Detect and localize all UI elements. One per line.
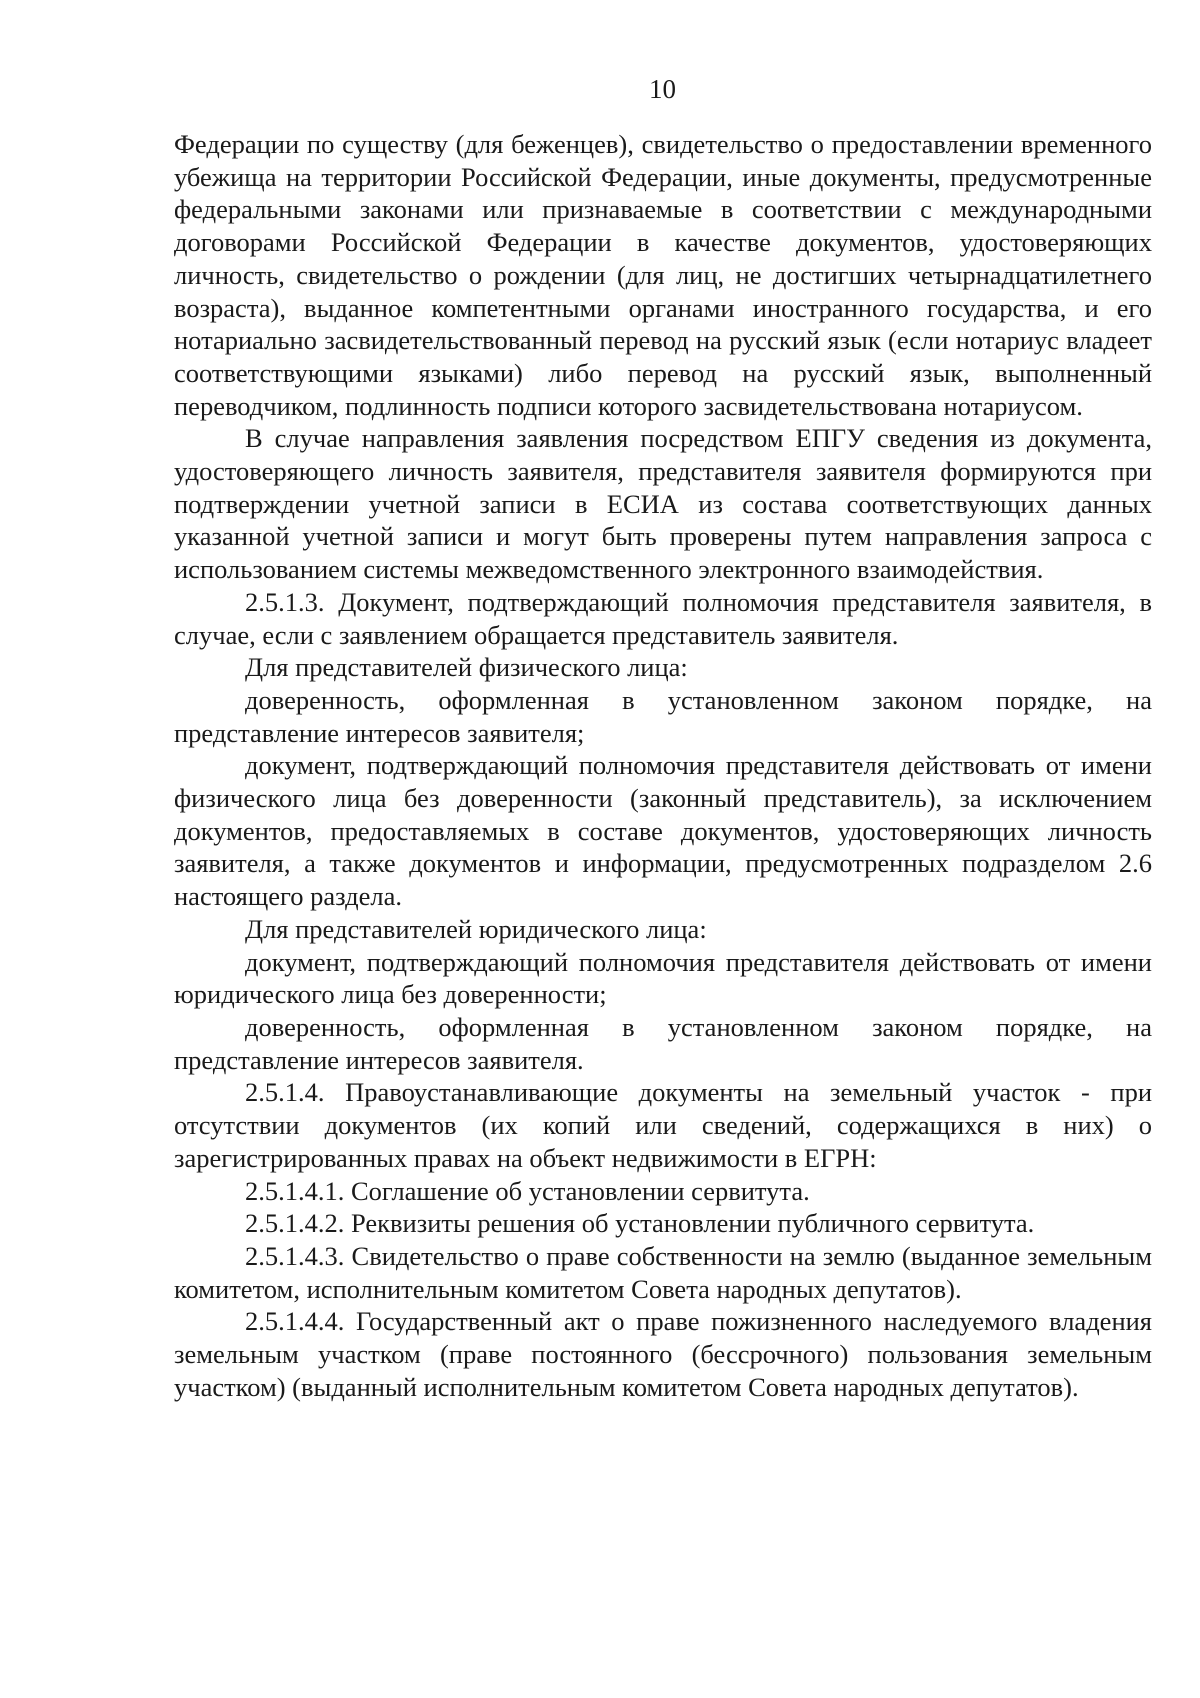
- paragraph-legal-representative-individual: документ, подтверждающий полномочия представителя действовать от имени физического лица без доверенности (законный представитель), за исключением документов, предоставляемых в составе документов, удостоверяющих личность заявителя, а также документов и информации, предусмотренных подразделом 2.6 настоящего раздела.: [174, 750, 1152, 912]
- paragraph-2-5-1-4-2: 2.5.1.4.2. Реквизиты решения об установлении публичного сервитута.: [245, 1208, 1035, 1239]
- paragraph-individual-representatives: Для представителей физического лица:: [245, 652, 688, 683]
- paragraph-2-5-1-4-4: 2.5.1.4.4. Государственный акт о праве пожизненного наследуемого владения земельным участком (праве постоянного (бессрочного) пользования земельным участком) (выданный исполнительным комитетом Совета народных депутатов).: [174, 1306, 1152, 1402]
- paragraph-2-5-1-4-3: 2.5.1.4.3. Свидетельство о праве собственности на землю (выданное земельным комитетом, исполнительным комитетом Совета народных депутатов).: [174, 1240, 1152, 1304]
- paragraph-power-of-attorney-individual: доверенность, оформленная в установленном законом порядке, на представление интересов заявителя;: [174, 684, 1152, 748]
- paragraph-legal-entity-representatives: Для представителей юридического лица:: [245, 913, 707, 944]
- paragraph-2-5-1-4-1: 2.5.1.4.1. Соглашение об установлении сервитута.: [245, 1175, 810, 1206]
- paragraph-power-of-attorney-legal-entity: доверенность, оформленная в установленном законом порядке, на представление интересов заявителя.: [174, 1011, 1152, 1075]
- paragraph-2-5-1-4: 2.5.1.4. Правоустанавливающие документы на земельный участок - при отсутствии документов (их копий или сведений, содержащихся в них) о зарегистрированных правах на объект недвижимости в ЕГРН:: [174, 1077, 1152, 1173]
- paragraph-identity-documents: Федерации по существу (для беженцев), свидетельство о предоставлении временного убежища на территории Российской Федерации, иные документы, предусмотренные федеральными законами или признаваемые в соответствии с международными договорами Российской Федерации в качестве документов, удостоверяющих личность, свидетельство о рождении (для лиц, не достигших четырнадцатилетнего возраста), выданное компетентными органами иностранного государства, и его нотариально засвидетельствованный перевод на русский язык (если нотариус владеет соответствующими языками) либо перевод на русский язык, выполненный переводчиком, подлинность подписи которого засвидетельствована нотариусом.: [174, 129, 1152, 421]
- paragraph-2-5-1-3: 2.5.1.3. Документ, подтверждающий полномочия представителя заявителя, в случае, если с заявлением обращается представитель заявителя.: [174, 586, 1152, 650]
- paragraph-legal-entity-authority-document: документ, подтверждающий полномочия представителя действовать от имени юридического лица без доверенности;: [174, 946, 1152, 1010]
- paragraph-epgu-information: В случае направления заявления посредством ЕПГУ сведения из документа, удостоверяющего личность заявителя, представителя заявителя формируются при подтверждении учетной записи в ЕСИА из состава соответствующих данных указанной учетной записи и могут быть проверены путем направления запроса с использованием системы межведомственного электронного взаимодействия.: [174, 423, 1152, 585]
- page-number: 10: [649, 74, 676, 104]
- document-body: [174, 128, 1152, 1403]
